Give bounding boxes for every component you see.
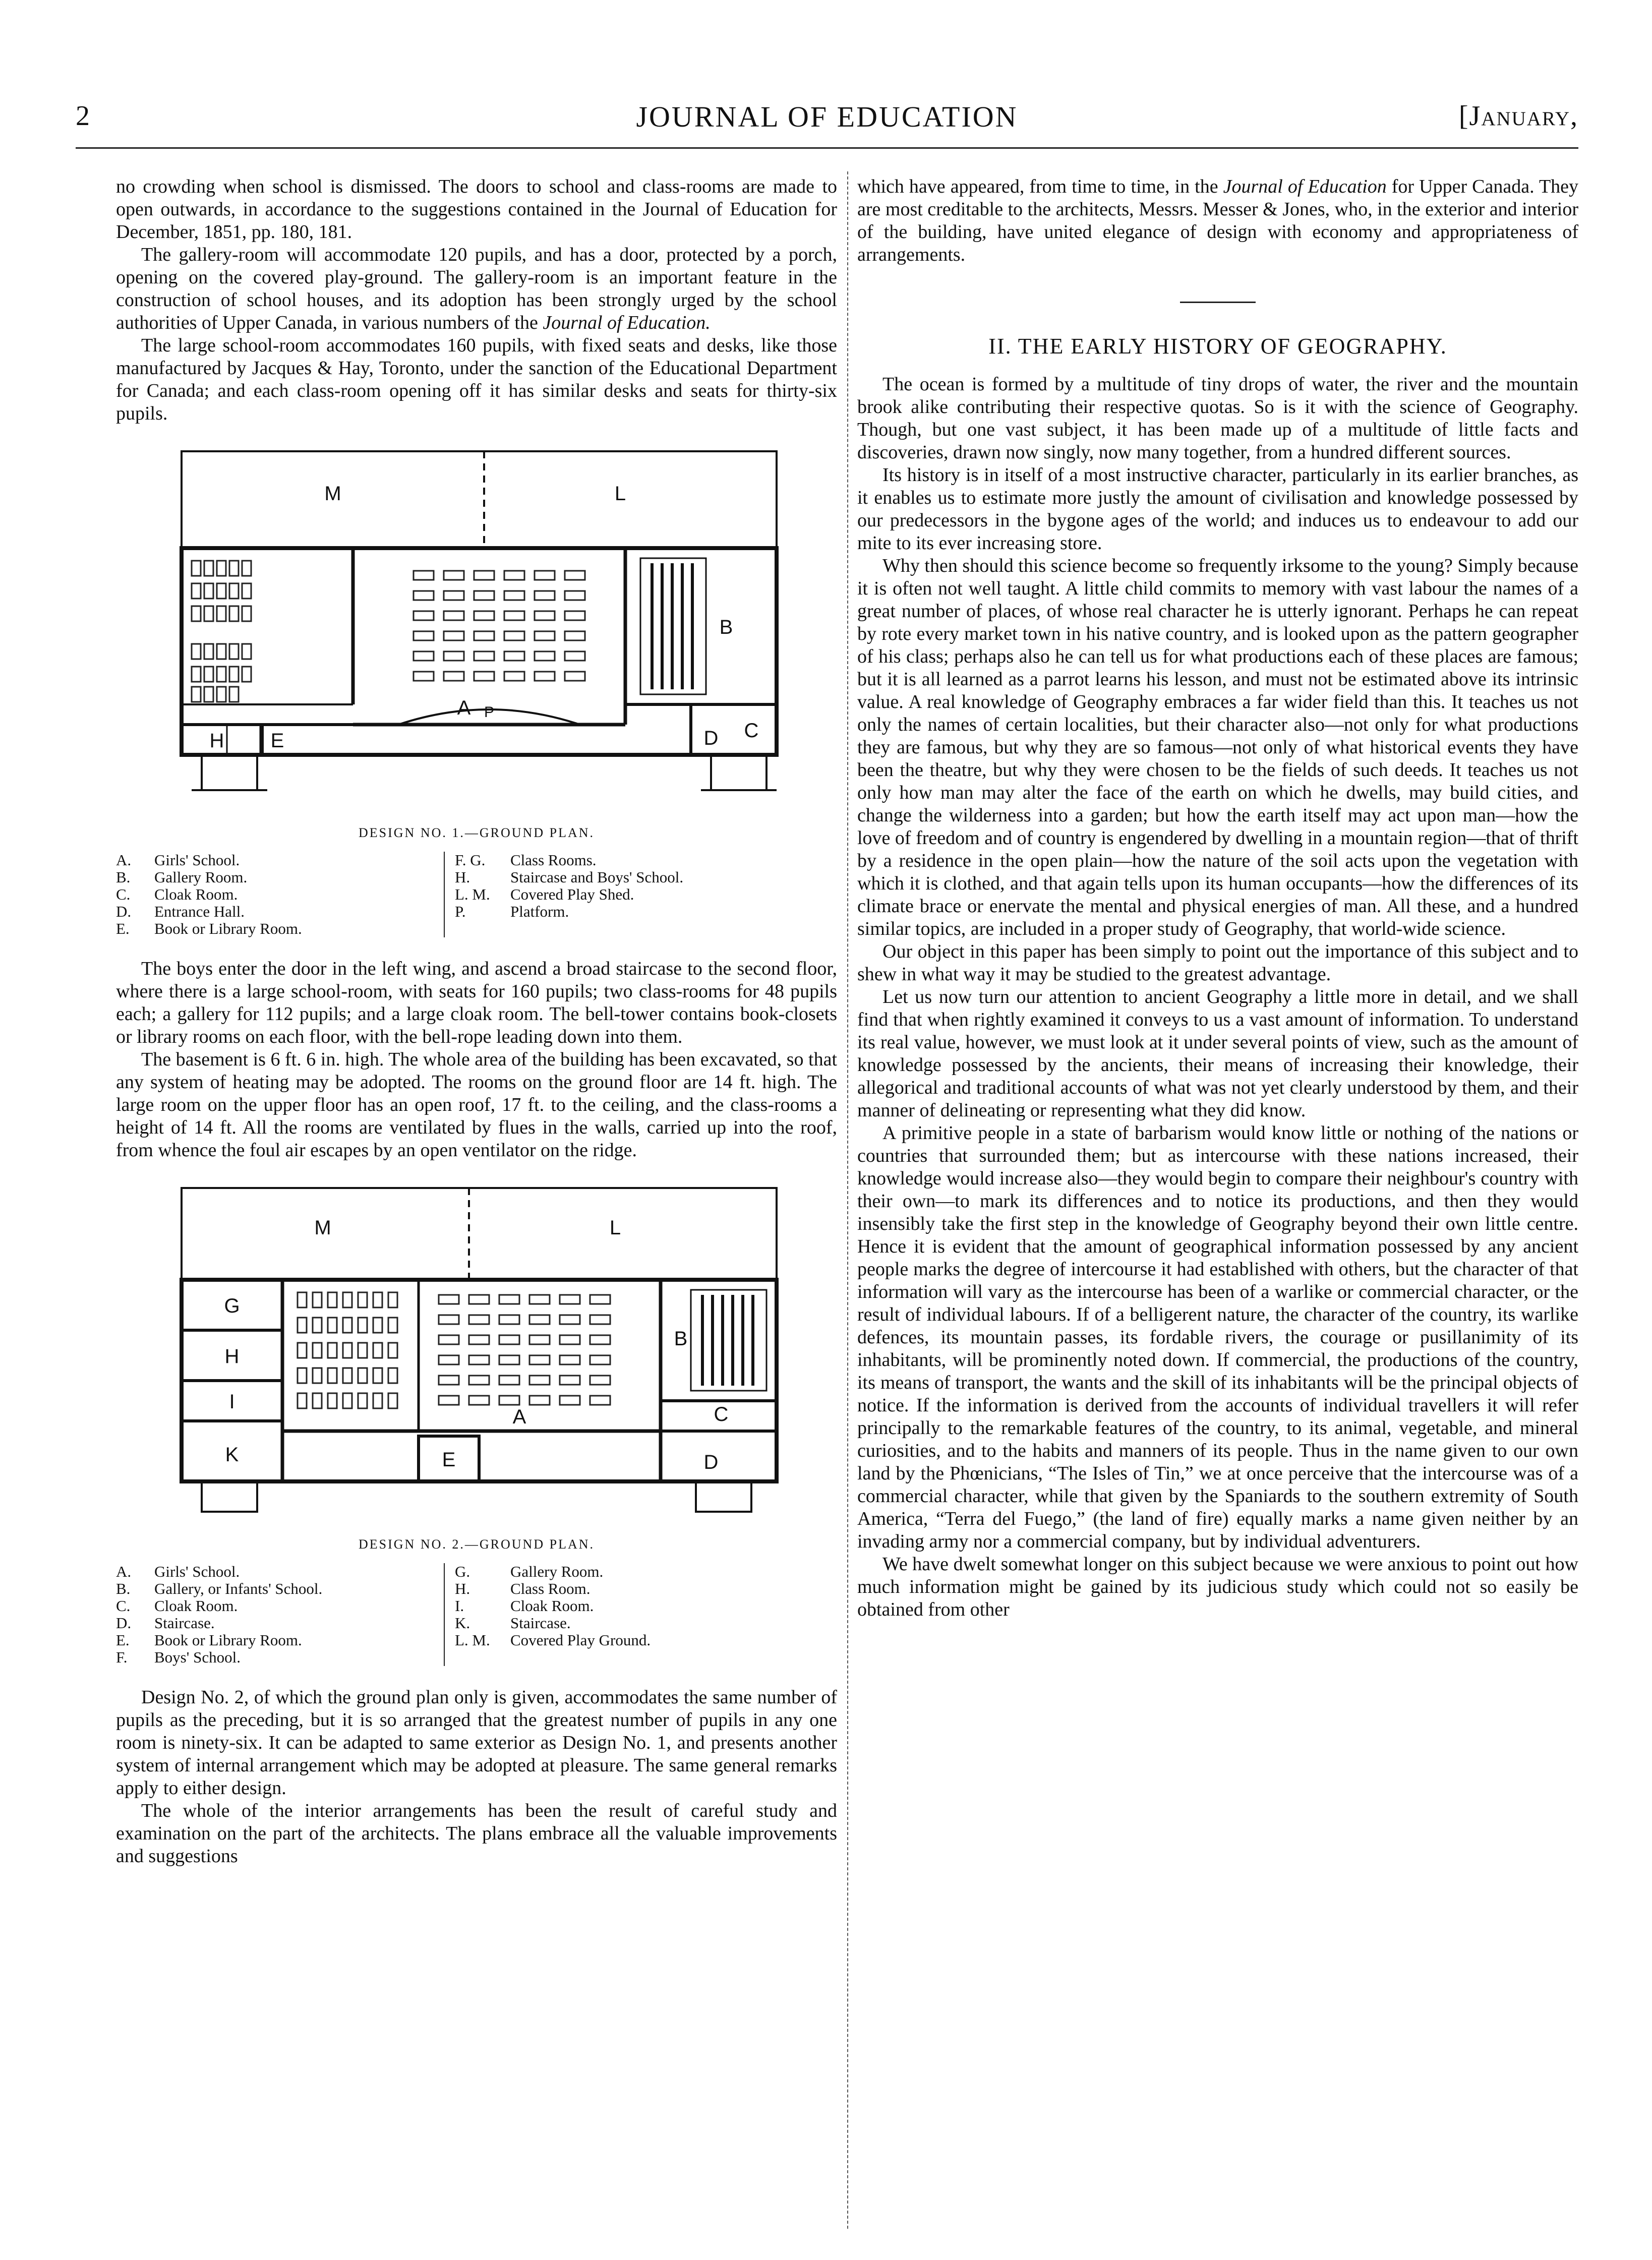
plan-label-m: M [324,483,341,505]
plan-label-b: B [719,616,733,638]
legend-item: F. Boys' School. [116,1648,241,1666]
plan-label-m: M [314,1217,331,1239]
plan-label-l: L [614,483,626,505]
plan-label-a: A [512,1406,526,1428]
plan-label-g: G [224,1295,240,1317]
legend-item: G. Gallery Room. [455,1563,604,1580]
plan-label-i: I [229,1391,235,1413]
legend-item: D. Entrance Hall. [116,903,245,920]
legend-item: E. Book or Library Room. [116,1631,302,1649]
left-column [116,175,837,1868]
legend-item: C. Cloak Room. [116,1597,238,1615]
legend-item: D. Staircase. [116,1614,215,1632]
legend-item: H. Staircase and Boys' School. [455,868,684,886]
plan-label-c: C [744,720,759,742]
legend-item: L. M. Covered Play Shed. [455,885,634,903]
legend-item: B. Gallery, or Infants' School. [116,1580,323,1597]
plan-label-p: P [484,704,495,721]
section-heading: II. THE EARLY HISTORY OF GEOGRAPHY. [988,334,1447,359]
paragraph: The large school-room accommodates 160 pupils, with fixed seats and desks, like those manufactured by Jacques & Hay, Toronto, under the sanction of the Educational Department for Canada; and each class-room opening off it has similar desks and seats for thirty-six pupils. [116,335,837,424]
legend-item: F. G. Class Rooms. [455,851,597,869]
paragraph: The basement is 6 ft. 6 in. high. The whole area of the building has been excavated, so that any system of heating may be adopted. The rooms on the ground floor are 14 ft. high. The large room on the upper floor has an open roof, 17 ft. to the ceiling, and the class-rooms a height of 14 ft. All the rooms are ventilated by flues in the walls, carried up into the roof, from whence the foul air escapes by an open ventilator on the ridge. [116,1049,837,1161]
legend-item: B. Gallery Room. [116,868,248,886]
legend-item: I. Cloak Room. [455,1597,594,1615]
plan-label-h: H [209,730,224,752]
legend-item: K. Staircase. [455,1614,571,1632]
paragraph [116,244,837,334]
legend-item: A. Girls' School. [116,1563,240,1580]
legend-left [116,852,444,937]
section-divider [1180,302,1256,303]
plan-label-e: E [270,730,284,752]
paragraph: Design No. 2, of which the ground plan only is given, accommodates the same number of pupils as the preceding, but it is so arranged that the greatest number of pupils in any one room is ninety-six. It can be adapted to same exterior as Design No. 1, and presents another system of internal arrangement which may be adopted at pleasure. The same general remarks apply to either design. [116,1687,837,1799]
paragraph: Its history is in itself of a most instructive character, particularly in its earlier branches, as it enables us to estimate more justly the amount of civilisation and knowledge possessed by our predecessors in the bygone ages of the world; and induces us to endeavour to add our mite to its ever increasing store. [857,464,1578,554]
page-number: 2 [76,100,90,132]
plan-label-l: L [609,1217,621,1239]
legend-left [116,1563,444,1666]
plan-label-h: H [224,1345,240,1367]
paragraph [857,175,1578,266]
paragraph: The ocean is formed by a multitude of tiny drops of water, the river and the mountain brook alike contributing their respective quotas. So is it with the science of Geography. Though, but one vast subject, it has been made up of a multitude of little facts and discoveries, drawn now singly, now many together, from a hundred different sources. [857,374,1578,463]
plan-label-a: A [457,697,471,719]
floor-plan-2-drawing [116,1179,837,1532]
legend-item: P. Platform. [455,903,569,920]
right-column [857,175,1578,1621]
paragraph: Our object in this paper has been simply to point out the importance of this subject and to shew in what way it may be studied to the greatest advantage. [857,941,1578,985]
paragraph: Why then should this science become so frequently irksome to the young? Simply because it is often not well taught. A little child commits to memory with vast labour the names of a great number of places, of whose real character he is utterly ignorant. Perhaps he can repeat by rote every market town in his native country, and is looked upon as the pattern geographer of his class; perhaps also he can tell us for what productions each of these places are famous; but it is all learned as a parrot learns his lesson, and must not be estimated above its intrinsic value. A real knowledge of Geography embraces a far wider field than this. It teaches us not only the names of certain localities, but their character also—not only for what productions they are famous, but why they are so famous—not only of what historical events they have been the theatre, but why they were chosen to be the fields of such deeds. It teaches us not only how man may alter the face of the earth on which he dwells, may build cities, and change the wilderness into a garden; but how the earth itself may act upon man—how the love of freedom and of country is engendered by dwelling in a mountain region—that of thrift by a residence in the open plain—how the nature of the soil acts upon the vegetation with which it is clothed, and that again tells upon its human occupants—how the differences of its climate brace or enervate the mental and physical energies of man. All these, and a hundred similar topics, are included in a proper study of Geography, that world-wide science. [857,555,1578,939]
journal-ref: Journal of Education. [543,312,711,333]
paragraph: We have dwelt somewhat longer on this subject because we were anxious to point out how much information might be gained by its judicious study which could not so easily be obtained from other [857,1554,1578,1620]
paragraph-text: which have appeared, from time to time, in the [857,176,1218,197]
legend-item: L. M. Covered Play Ground. [455,1631,651,1649]
page-header [76,100,1578,140]
plan-label-e: E [442,1449,456,1471]
plan-legend [116,1563,837,1666]
plan-legend [116,852,837,937]
legend-item: E. Book or Library Room. [116,920,302,937]
legend-right [444,1563,651,1666]
plan-caption: DESIGN NO. 1.—GROUND PLAN. [359,825,595,840]
legend-right [444,852,683,937]
paragraph-text: The gallery-room will accommodate 120 pupils, and has a door, protected by a porch, opening on the covered play-ground. The gallery-room is an important feature in the construction of school houses, and its adoption has been strongly urged by the school authorities of Upper Canada, in various numbers of the [116,244,837,333]
plan-label-c: C [714,1403,729,1425]
issue-month: [January, [1458,100,1578,132]
paragraph: no crowding when school is dismissed. The doors to school and class-rooms are made to open outwards, in accordance to the suggestions contained in the Journal of Education for December, 1851, pp. 180, 181. [116,176,837,243]
paragraph: The whole of the interior arrangements has been the result of careful study and examination on the part of the architects. The plans embrace all the valuable improvements and suggestions [116,1800,837,1867]
legend-item: C. Cloak Room. [116,885,238,903]
journal-ref: Journal of Education [1223,176,1387,197]
plan-label-d: D [703,1451,719,1473]
ground-plan-design-1 [116,442,837,820]
paragraph: A primitive people in a state of barbarism would know little or nothing of the nations or countries that surrounded them; but as intercourse with these nations increased, their knowledge would increase also—they would begin to compare their neighbour's country with their own—to mark its differences and to notice its productions, and then they would insensibly take the first step in the knowledge of Geography beyond their own little centre. Hence it is evident that the amount of geographical information possessed by any ancient people marks the degree of intercourse it had established with others, but the character of that information will vary as the intercourse has been of a warlike or commercial character, or the result of individual labours. If of a belligerent nature, the character of the country, its warlike defences, its mountain passes, its fordable rivers, the courage or pusillanimity of its inhabitants, will be prominently noted down. If commercial, the productions of the country, its means of transport, the wants and the skill of its inhabitants will be the principal objects of notice. If the information is derived from the accounts of individual travellers it will refer principally to the remarkable features of the country, to its animal, vegetable, and mineral curiosities, and to the habits and manners of its people. Thus in the name given to our own land by the Phœnicians, “The Isles of Tin,” we at once perceive that the intercourse was of a commercial character, while that given by the Spaniards to the southern extremity of South America, “Terra del Fuego,” (the land of fire) equally marks a name given neither by an invading army nor a commercial company, but by individual adventurers. [857,1122,1578,1552]
plan-label-k: K [225,1444,239,1466]
plan-label-b: B [674,1328,688,1350]
paragraph: Let us now turn our attention to ancient Geography a little more in detail, and we shall find that when rightly examined it conveys to us a vast amount of information. To understand its real value, however, we must look at it under several points of view, such as the amount of knowledge possessed by the ancients, their means of increasing their knowledge, their allegorical and traditional accounts of what was not yet clearly understood by them, and their manner of delineating or representing what they did know. [857,986,1578,1121]
plan-label-d: D [703,727,719,749]
ground-plan-design-2 [116,1179,837,1532]
plan-caption: DESIGN NO. 2.—GROUND PLAN. [359,1537,595,1552]
paragraph-text: for Upper Canada. They are most creditable to the architects, Messrs. Messer & Jones, who, in the exterior and interior of the building, have united elegance of design with economy and appropriateness of arrangements. [857,176,1579,265]
journal-title: JOURNAL OF EDUCATION [636,100,1018,133]
header-rule [76,147,1578,149]
floor-plan-1-drawing [116,442,837,820]
paragraph: The boys enter the door in the left wing, and ascend a broad staircase to the second floor, where there is a large school-room, with seats for 160 pupils; two class-rooms for 48 pupils each; a gallery for 112 pupils; and a large cloak room. The bell-tower contains book-closets or library rooms on each floor, with the bell-rope leading down into them. [116,958,837,1047]
legend-item: A. Girls' School. [116,851,240,869]
legend-item: H. Class Room. [455,1580,591,1597]
column-divider [847,171,848,2229]
